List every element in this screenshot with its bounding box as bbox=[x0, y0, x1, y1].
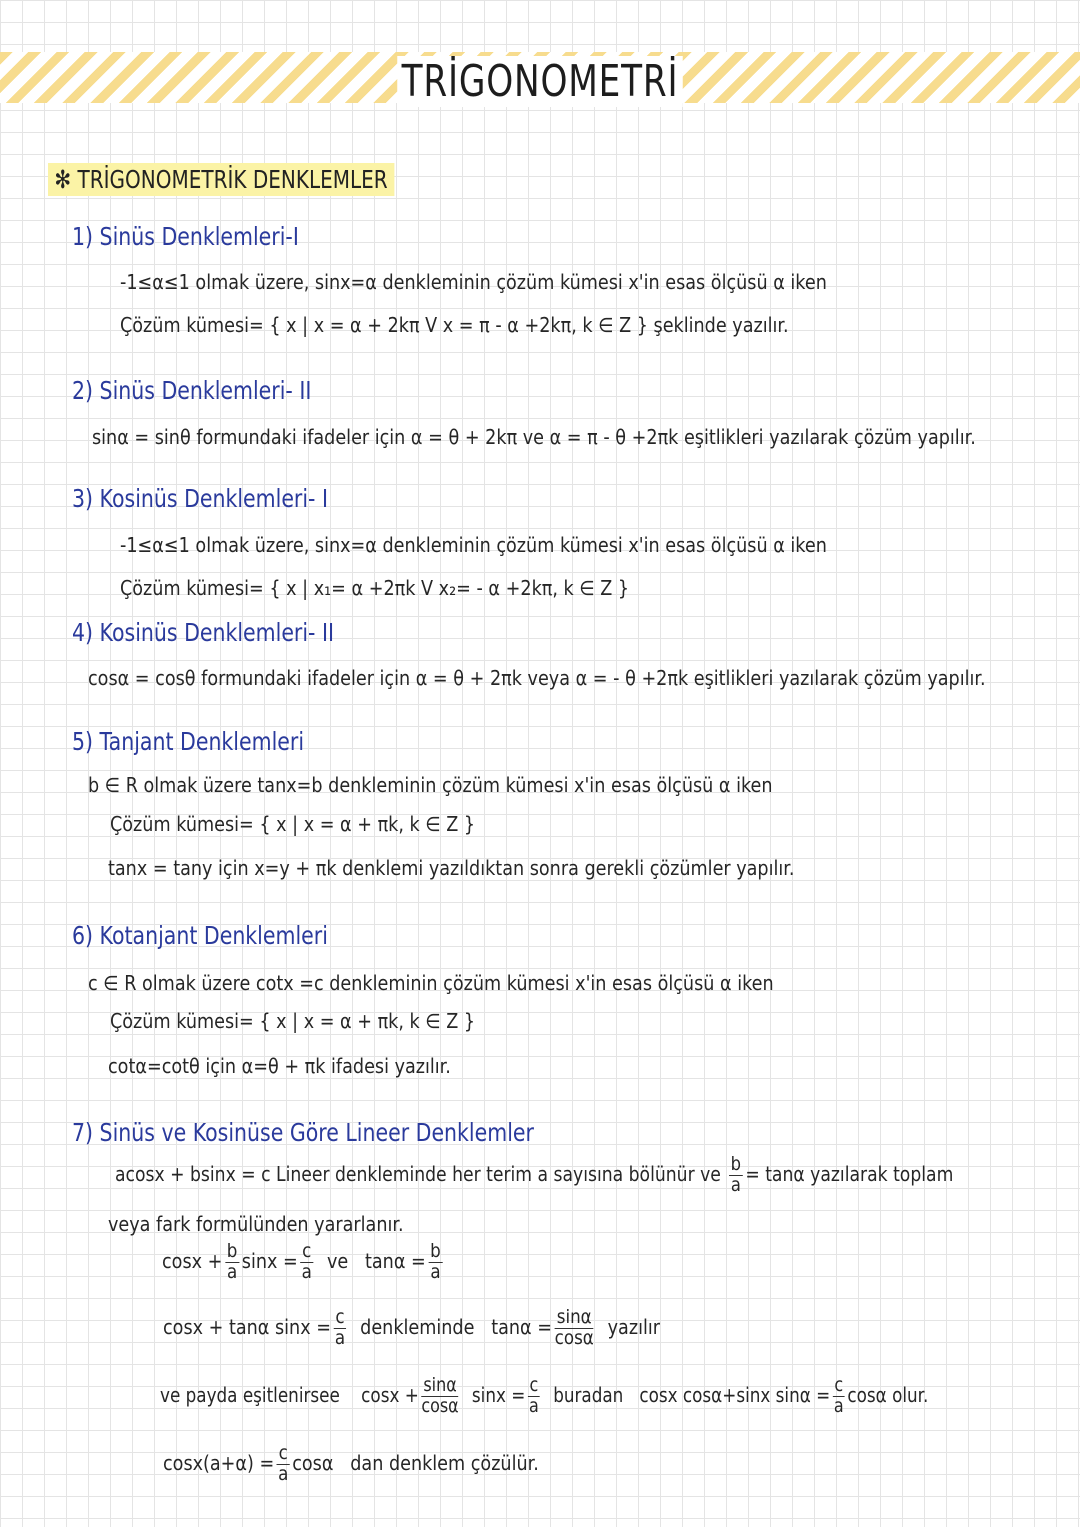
text-line: sinα = sinθ formundaki ifadeler için α = θ + 2kπ ve α = π - θ +2πk eşitlikleri yazılarak çözüm yapılır. bbox=[92, 425, 976, 449]
fraction bbox=[277, 1444, 290, 1485]
text: yazılır bbox=[596, 1314, 660, 1339]
denominator: a bbox=[430, 1260, 441, 1283]
fraction bbox=[300, 1242, 313, 1283]
fraction bbox=[421, 1376, 458, 1417]
section-heading-text: ✻ TRİGONOMETRİK DENKLEMLER bbox=[48, 163, 394, 196]
denominator: cosα bbox=[554, 1326, 594, 1349]
text-line: -1≤α≤1 olmak üzere, sinx=α denkleminin çözüm kümesi x'in esas ölçüsü α iken bbox=[120, 270, 827, 294]
heading-kosinus-1: 3) Kosinüs Denklemleri- I bbox=[72, 484, 329, 513]
text-line: -1≤α≤1 olmak üzere, sinx=α denkleminin çözüm kümesi x'in esas ölçüsü α iken bbox=[120, 533, 827, 557]
text: = tanα yazılarak toplam bbox=[745, 1161, 954, 1186]
numerator: sinα bbox=[556, 1306, 592, 1328]
denominator: a bbox=[833, 1394, 844, 1417]
page-title bbox=[119, 56, 961, 107]
formula-line bbox=[115, 1155, 953, 1196]
formula-line bbox=[163, 1444, 539, 1485]
text: cosx(a+α) = bbox=[163, 1450, 275, 1475]
text: sinx = bbox=[241, 1248, 298, 1273]
heading-kosinus-2: 4) Kosinüs Denklemleri- II bbox=[72, 618, 335, 647]
heading-lineer: 7) Sinüs ve Kosinüse Göre Lineer Denklemler bbox=[72, 1118, 534, 1147]
text-line: Çözüm kümesi= { x | x₁= α +2πk V x₂= - α +2kπ, k ∈ Z } bbox=[120, 576, 630, 600]
text-line: tanx = tany için x=y + πk denklemi yazıldıktan sonra gerekli çözümler yapılır. bbox=[108, 856, 795, 880]
fraction bbox=[833, 1376, 845, 1417]
denominator: a bbox=[529, 1394, 539, 1417]
text: ve payda eşitlenirsee cosx + bbox=[160, 1382, 419, 1407]
denominator: a bbox=[226, 1260, 238, 1283]
numerator: sinα bbox=[423, 1374, 457, 1396]
heading-tanjant: 5) Tanjant Denklemleri bbox=[72, 727, 305, 756]
denominator: a bbox=[730, 1173, 741, 1196]
denominator: a bbox=[334, 1326, 346, 1349]
heading-kotanjant: 6) Kotanjant Denklemleri bbox=[72, 921, 328, 950]
numerator: b bbox=[430, 1240, 441, 1262]
formula-line bbox=[160, 1376, 928, 1417]
fraction bbox=[334, 1308, 347, 1349]
numerator: c bbox=[529, 1374, 539, 1396]
text: denkleminde tanα = bbox=[348, 1314, 553, 1339]
fraction bbox=[555, 1308, 594, 1349]
text-line: Çözüm kümesi= { x | x = α + 2kπ V x = π - α +2kπ, k ∈ Z } şeklinde yazılır. bbox=[120, 313, 789, 337]
text: acosx + bsinx = c Lineer denkleminde her terim a sayısına bölünür ve bbox=[115, 1161, 721, 1186]
text-line: cotα=cotθ için α=θ + πk ifadesi yazılır. bbox=[108, 1054, 451, 1078]
text: cosα dan denklem çözülür. bbox=[292, 1450, 539, 1475]
text: cosx + bbox=[162, 1248, 223, 1273]
numerator: c bbox=[278, 1442, 288, 1464]
section-heading bbox=[48, 165, 394, 194]
heading-sinus-1: 1) Sinüs Denklemleri-I bbox=[72, 222, 299, 251]
text-line: Çözüm kümesi= { x | x = α + πk, k ∈ Z } bbox=[110, 812, 476, 836]
denominator: a bbox=[278, 1462, 289, 1485]
text-line: veya fark formülünden yararlanır. bbox=[108, 1212, 404, 1236]
page-title-text: TRİGONOMETRİ bbox=[397, 56, 683, 107]
formula-line bbox=[163, 1308, 660, 1349]
fraction bbox=[729, 1155, 743, 1196]
numerator: c bbox=[834, 1374, 844, 1396]
text: cosx + tanα sinx = bbox=[163, 1314, 331, 1339]
text: buradan cosx cosα+sinx sinα = bbox=[542, 1382, 831, 1407]
text: ve tanα = bbox=[315, 1248, 426, 1273]
fraction bbox=[428, 1242, 442, 1283]
text: cosα olur. bbox=[847, 1382, 929, 1407]
text-line: b ∈ R olmak üzere tanx=b denkleminin çözüm kümesi x'in esas ölçüsü α iken bbox=[88, 773, 773, 797]
denominator: a bbox=[301, 1260, 312, 1283]
fraction bbox=[225, 1242, 239, 1283]
text-line: c ∈ R olmak üzere cotx =c denkleminin çözüm kümesi x'in esas ölçüsü α iken bbox=[88, 971, 774, 995]
formula-line bbox=[162, 1242, 445, 1283]
numerator: b bbox=[730, 1153, 742, 1175]
numerator: c bbox=[335, 1306, 345, 1328]
fraction bbox=[528, 1376, 540, 1417]
text-line: Çözüm kümesi= { x | x = α + πk, k ∈ Z } bbox=[110, 1009, 476, 1033]
text: sinx = bbox=[461, 1382, 526, 1407]
text-line: cosα = cosθ formundaki ifadeler için α = θ + 2πk veya α = - θ +2πk eşitlikleri yazılarak çözüm yapılır. bbox=[88, 666, 986, 690]
numerator: c bbox=[302, 1240, 312, 1262]
numerator: b bbox=[226, 1240, 238, 1262]
heading-sinus-2: 2) Sinüs Denklemleri- II bbox=[72, 376, 312, 405]
denominator: cosα bbox=[421, 1394, 459, 1417]
